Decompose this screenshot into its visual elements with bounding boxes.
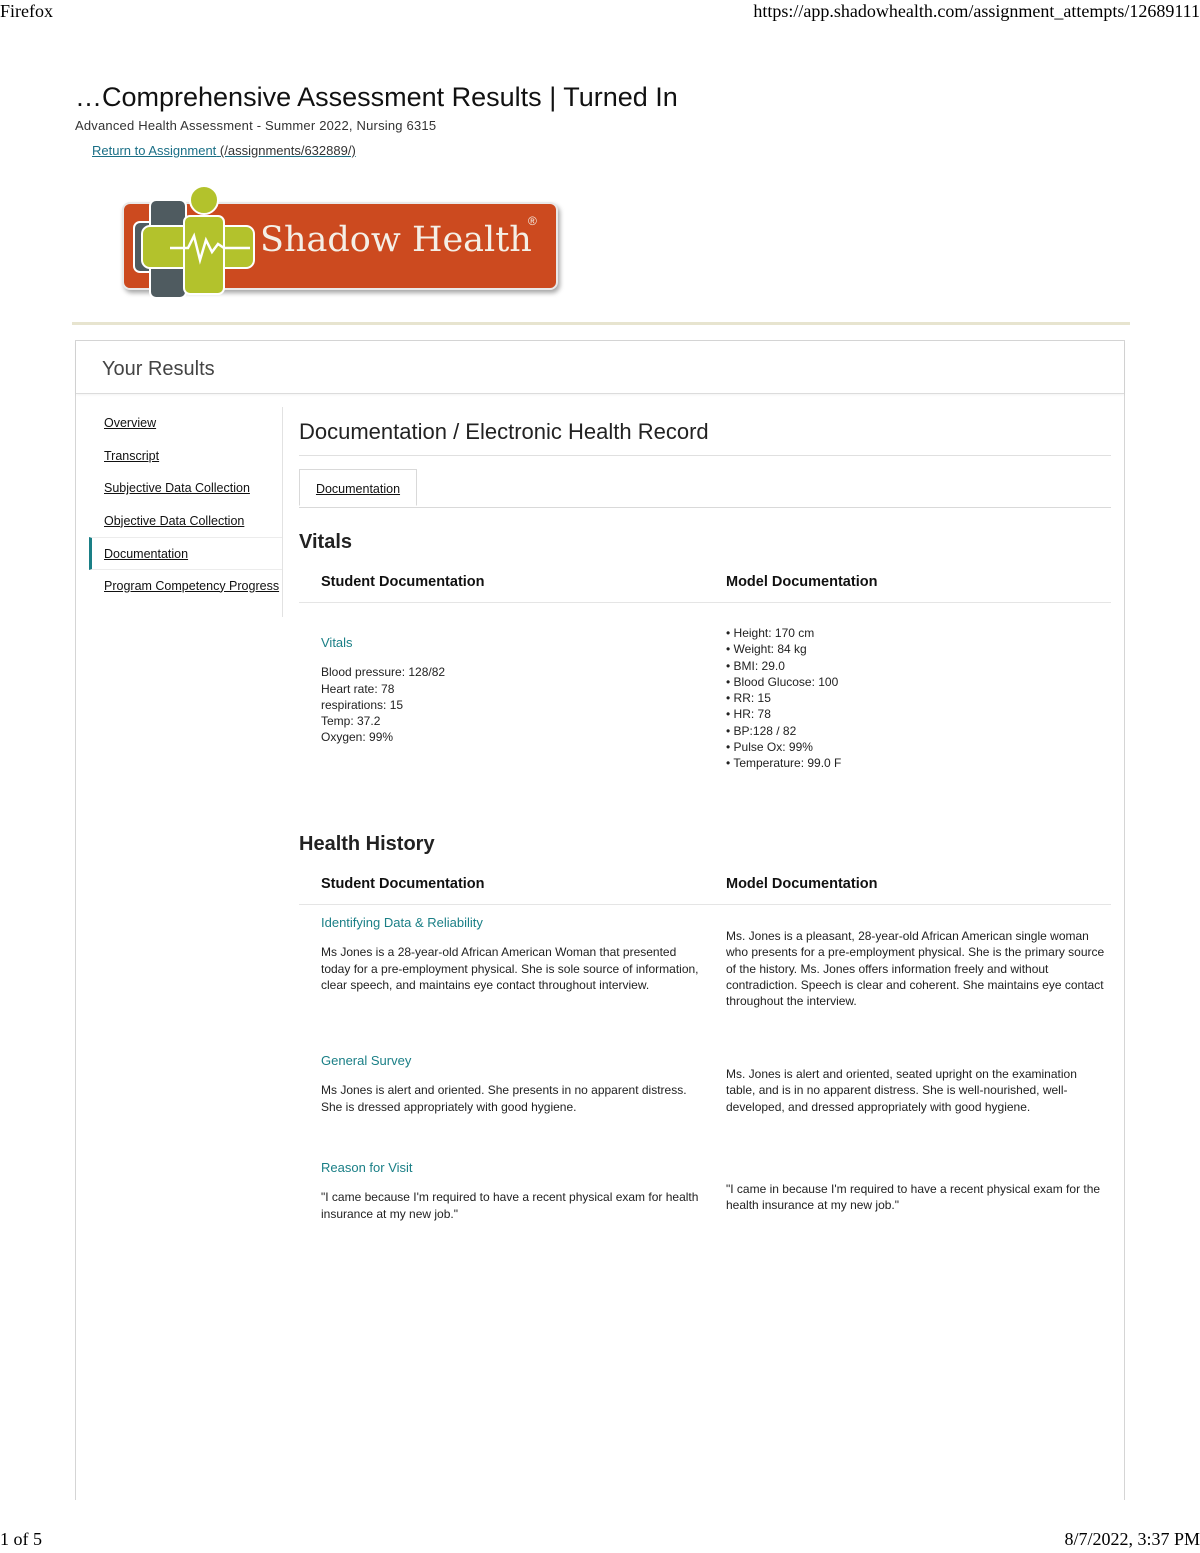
return-link-path: (/assignments/632889/)	[219, 143, 356, 158]
model-vital-item: • HR: 78	[726, 706, 1106, 722]
student-vital-line: Oxygen: 99%	[321, 730, 394, 745]
sidebar-item-competency-progress[interactable]: Program Competency Progress	[104, 578, 280, 593]
vitals-row	[299, 603, 1111, 833]
hh-student-text: Ms Jones is alert and oriented. She presents in no apparent distress. She is dressed appropriately with good hygiene.	[321, 1083, 687, 1114]
hh-student-text: "I came because I'm required to have a recent physical exam for health insurance at my new job."	[321, 1190, 699, 1221]
model-vital-item: • Temperature: 99.0 F	[726, 755, 1106, 771]
results-title: Your Results	[102, 358, 215, 380]
vitals-column-headers	[299, 554, 1111, 603]
model-vital-item: • Weight: 84 kg	[726, 641, 1106, 657]
hh-entry-label: General Survey	[321, 1053, 412, 1068]
student-vital-line: respirations: 15	[321, 697, 404, 712]
model-vitals-list	[726, 625, 1106, 772]
sidebar-item-objective-data[interactable]: Objective Data Collection	[104, 513, 245, 528]
hh-row-general-survey	[299, 1043, 1111, 1150]
model-vital-item: • Height: 170 cm	[726, 625, 1106, 641]
documentation-tabbar	[299, 469, 1111, 508]
hh-student-cell	[321, 1053, 701, 1115]
vitals-student-cell	[321, 635, 701, 746]
browser-name: Firefox	[0, 1, 53, 21]
hh-model-text: "I came in because I'm required to have a recent physical exam for the health insurance at my new job."	[726, 1182, 1101, 1213]
model-vital-item: • Pulse Ox: 99%	[726, 739, 1106, 755]
sidebar-item-overview[interactable]: Overview	[104, 416, 157, 430]
logo-registered-mark: ®	[528, 214, 537, 228]
page-title: …Comprehensive Assessment Results | Turned In	[75, 82, 678, 112]
vitals-section-title: Vitals	[299, 531, 352, 553]
model-vital-item: • BP:128 / 82	[726, 723, 1106, 739]
print-timestamp: 8/7/2022, 3:37 PM	[1064, 1529, 1200, 1549]
tab-documentation[interactable]: Documentation	[299, 469, 417, 506]
documentation-title: Documentation / Electronic Health Record	[299, 407, 1111, 456]
results-panel	[75, 340, 1125, 1500]
student-vital-line: Temp: 37.2	[321, 714, 381, 729]
model-vital-item: • Blood Glucose: 100	[726, 674, 1106, 690]
hh-model-text: Ms. Jones is alert and oriented, seated upright on the examination table, and is in no apparent distress. She is well-nourished, well-developed, and dressed appropriately with good hygiene.	[726, 1067, 1077, 1114]
return-link-label: Return to Assignment	[92, 143, 217, 158]
vitals-student-label: Vitals	[321, 635, 353, 650]
vitals-student-header: Student Documentation	[321, 574, 485, 590]
results-header	[76, 341, 1124, 394]
hh-model-header: Model Documentation	[726, 876, 878, 892]
hh-model-cell	[726, 928, 1106, 1009]
vitals-model-cell	[726, 625, 1106, 772]
page-url: https://app.shadowhealth.com/assignment_attempts/12689111	[753, 1, 1200, 21]
hh-row-identifying-data	[299, 905, 1111, 1043]
hh-entry-label: Identifying Data & Reliability	[321, 915, 483, 930]
hh-entry-label: Reason for Visit	[321, 1160, 413, 1175]
student-vital-line: Blood pressure: 128/82	[321, 665, 446, 680]
sidebar-item-documentation[interactable]: Documentation	[89, 537, 282, 570]
health-history-column-headers	[299, 856, 1111, 905]
sidebar-item-transcript[interactable]: Transcript	[104, 448, 160, 463]
hh-student-text: Ms Jones is a 28-year-old African American Woman that presented today for a pre-employment physical. She is sole source of information, clear speech, and maintains eye contact throughout interview.	[321, 945, 699, 992]
vitals-model-header: Model Documentation	[726, 574, 878, 590]
hh-student-cell	[321, 1160, 701, 1222]
page-counter: 1 of 5	[0, 1529, 42, 1549]
logo-text: Shadow Health	[260, 220, 532, 260]
hh-student-cell	[321, 915, 701, 993]
hh-model-cell	[726, 1181, 1106, 1214]
documentation-main	[299, 407, 1111, 1230]
hh-model-cell	[726, 1066, 1106, 1115]
model-vital-item: • BMI: 29.0	[726, 658, 1106, 674]
student-vital-line: Heart rate: 78	[321, 681, 395, 696]
print-footer	[0, 1529, 1200, 1553]
hh-row-reason-for-visit	[299, 1150, 1111, 1230]
results-sidebar	[89, 407, 283, 617]
logo-figure-icon	[130, 182, 260, 300]
header-divider	[72, 322, 1130, 325]
health-history-title: Health History	[299, 833, 435, 855]
print-header	[0, 0, 1200, 24]
hh-student-header: Student Documentation	[321, 876, 485, 892]
shadow-health-logo	[118, 182, 558, 300]
course-subtitle: Advanced Health Assessment - Summer 2022, Nursing 6315	[75, 118, 437, 133]
model-vital-item: • RR: 15	[726, 690, 1106, 706]
sidebar-item-subjective-data[interactable]: Subjective Data Collection	[104, 481, 250, 495]
return-to-assignment-link[interactable]	[92, 143, 356, 158]
hh-model-text: Ms. Jones is a pleasant, 28-year-old African American single woman who presents for a pre-employment physical. She is the primary source of the history. Ms. Jones offers information freely and without contradiction. Speech is clear and coherent. She maintains eye contact throughout the interview.	[726, 929, 1105, 1009]
